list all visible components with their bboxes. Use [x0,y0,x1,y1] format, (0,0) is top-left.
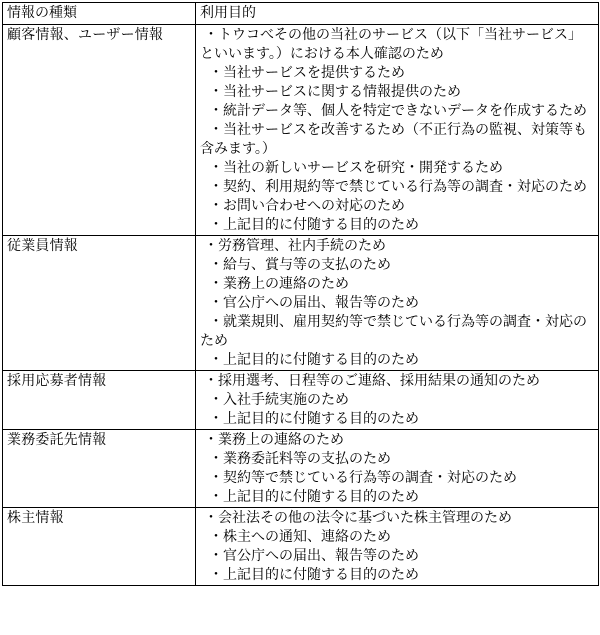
purpose-item: ・業務上の連絡のため [209,276,349,292]
purpose-item: ・官公庁への届出、報告等のため [209,548,419,564]
info-type-cell: 株主情報 [3,508,196,586]
purpose-cell [196,371,599,430]
header-purpose: 利用目的 [196,3,599,25]
purpose-item: ・当社サービスを改善するため（不正行為の監視、対策等も含みます。） [200,122,587,157]
purpose-item: ・官公庁への届出、報告等のため [209,295,419,311]
purpose-cell [196,25,599,236]
purpose-cell [196,236,599,371]
info-type-cell: 従業員情報 [3,236,196,371]
purpose-item: ・契約、利用規約等で禁じている行為等の調査・対応のため [209,179,587,195]
purpose-item: ・上記目的に付随する目的のため [209,411,419,427]
purpose-item: ・トウコべその他の当社のサービス（以下「当社サービス」といいます。）における本人確認のため [200,27,582,62]
purpose-item: ・上記目的に付随する目的のため [209,567,419,583]
table-body [3,25,599,586]
header-info-type: 情報の種類 [3,3,196,25]
table-row-applicant-info [3,371,599,430]
table-row-employee-info [3,236,599,371]
purpose-item: ・就業規則、雇用契約等で禁じている行為等の調査・対応のため [200,314,587,349]
table-row-shareholder-info [3,508,599,586]
purpose-item: ・当社サービスを提供するため [209,65,405,81]
purpose-table [2,2,599,586]
table-header-row [3,3,599,25]
purpose-item: ・業務上の連絡のため [204,432,344,448]
info-type-cell: 業務委託先情報 [3,430,196,508]
purpose-item: ・給与、賞与等の支払のため [209,257,391,273]
purpose-item: ・上記目的に付随する目的のため [209,352,419,368]
table-row-contractor-info [3,430,599,508]
purpose-item: ・入社手続実施のため [209,392,349,408]
purpose-item: ・当社サービスに関する情報提供のため [209,84,461,100]
purpose-item: ・株主への通知、連絡のため [209,529,391,545]
purpose-item: ・業務委託料等の支払のため [209,451,391,467]
purpose-item: ・お問い合わせへの対応のため [209,198,405,214]
purpose-item: ・採用選考、日程等のご連絡、採用結果の通知のため [204,373,540,389]
table-row-customer-user-info [3,25,599,236]
purpose-item: ・契約等で禁じている行為等の調査・対応のため [209,470,517,486]
purpose-item: ・当社の新しいサービスを研究・開発するため [209,160,503,176]
purpose-item: ・会社法その他の法令に基づいた株主管理のため [204,510,512,526]
purpose-cell [196,430,599,508]
purpose-cell [196,508,599,586]
info-type-cell: 顧客情報、ユーザー情報 [3,25,196,236]
purpose-item: ・統計データ等、個人を特定できないデータを作成するため [209,103,587,119]
purpose-item: ・上記目的に付随する目的のため [209,489,419,505]
purpose-item: ・労務管理、社内手続のため [204,238,386,254]
info-type-cell: 採用応募者情報 [3,371,196,430]
purpose-item: ・上記目的に付随する目的のため [209,217,419,233]
